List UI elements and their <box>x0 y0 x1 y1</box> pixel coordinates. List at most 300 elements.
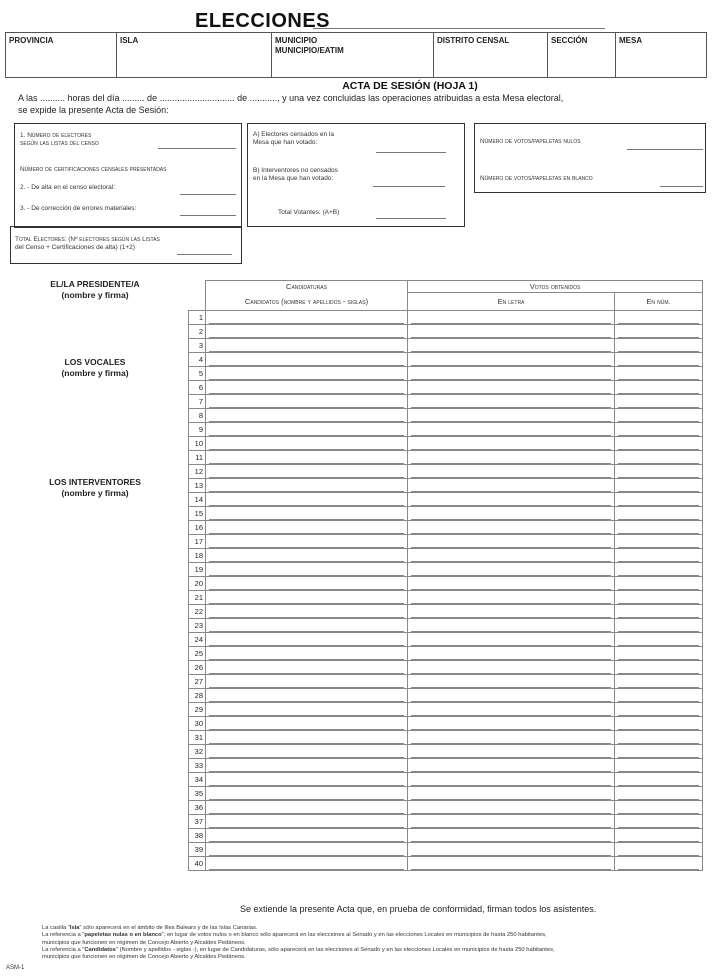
title-blank-line[interactable] <box>313 28 605 29</box>
votes-number-cell[interactable] <box>615 367 703 381</box>
electores-votado-input[interactable] <box>376 152 446 153</box>
votes-number-cell[interactable] <box>615 815 703 829</box>
fill-line <box>618 437 699 450</box>
fill-line <box>411 311 611 324</box>
fill-line <box>209 689 404 702</box>
votes-number-cell[interactable] <box>615 759 703 773</box>
total-electores-box <box>10 226 242 264</box>
candidate-name-cell[interactable] <box>206 731 408 745</box>
nulos-input[interactable] <box>627 149 703 150</box>
fill-line <box>411 661 611 674</box>
votes-number-cell[interactable] <box>615 437 703 451</box>
votes-letter-cell[interactable] <box>408 339 615 353</box>
fill-line <box>411 437 611 450</box>
fill-line <box>209 815 404 828</box>
table-row <box>189 689 703 703</box>
candidate-name-cell[interactable] <box>206 311 408 325</box>
candidate-name-cell[interactable] <box>206 801 408 815</box>
votes-letter-cell[interactable] <box>408 815 615 829</box>
fill-line <box>618 367 699 380</box>
electores-box <box>14 123 242 228</box>
fill-line <box>209 675 404 688</box>
candidate-name-cell[interactable] <box>206 563 408 577</box>
votes-letter-cell[interactable] <box>408 535 615 549</box>
fill-line <box>209 535 404 548</box>
provincia-label: PROVINCIA <box>9 36 54 45</box>
row-number: 22 <box>189 605 206 619</box>
fill-line <box>209 577 404 590</box>
fill-line <box>209 409 404 422</box>
row-number: 5 <box>189 367 206 381</box>
votes-letter-cell[interactable] <box>408 717 615 731</box>
fill-line <box>618 675 699 688</box>
votes-letter-cell[interactable] <box>408 731 615 745</box>
fill-line <box>209 339 404 352</box>
fill-line <box>209 367 404 380</box>
candidate-name-cell[interactable] <box>206 409 408 423</box>
candidate-name-cell[interactable] <box>206 717 408 731</box>
candidate-name-cell[interactable] <box>206 423 408 437</box>
row-number: 29 <box>189 703 206 717</box>
fill-line <box>618 857 699 870</box>
votes-number-cell[interactable] <box>615 675 703 689</box>
table-row <box>189 857 703 871</box>
table-row <box>189 661 703 675</box>
en-num-header: En núm. <box>615 293 703 311</box>
fill-line <box>618 451 699 464</box>
votes-number-cell[interactable] <box>615 577 703 591</box>
fill-line <box>618 549 699 562</box>
fill-line <box>618 493 699 506</box>
candidate-name-cell[interactable] <box>206 773 408 787</box>
candidate-name-cell[interactable] <box>206 857 408 871</box>
votes-number-cell[interactable] <box>615 395 703 409</box>
votes-letter-cell[interactable] <box>408 507 615 521</box>
fill-line <box>209 311 404 324</box>
fill-line <box>209 647 404 660</box>
table-row <box>189 507 703 521</box>
interventores-signature[interactable]: LOS INTERVENTORES (nombre y firma) <box>49 477 141 498</box>
votes-letter-cell[interactable] <box>408 423 615 437</box>
votes-number-cell[interactable] <box>615 549 703 563</box>
votes-letter-cell[interactable] <box>408 311 615 325</box>
fill-line <box>618 409 699 422</box>
votes-letter-cell[interactable] <box>408 563 615 577</box>
votes-letter-cell[interactable] <box>408 759 615 773</box>
fill-line <box>618 521 699 534</box>
votes-number-cell[interactable] <box>615 605 703 619</box>
votes-number-cell[interactable] <box>615 311 703 325</box>
candidate-name-cell[interactable] <box>206 661 408 675</box>
votes-number-cell[interactable] <box>615 535 703 549</box>
candidate-name-cell[interactable] <box>206 493 408 507</box>
fill-line <box>411 829 611 842</box>
fill-line <box>618 535 699 548</box>
candidatos-header: Candidatos (nombre y apellidos - siglas) <box>206 293 408 311</box>
candidate-name-cell[interactable] <box>206 577 408 591</box>
fill-line <box>618 479 699 492</box>
seccion-field[interactable] <box>548 33 616 77</box>
interventores-votado-input[interactable] <box>373 186 445 187</box>
votes-letter-cell[interactable] <box>408 521 615 535</box>
votes-letter-cell[interactable] <box>408 689 615 703</box>
row-number: 4 <box>189 353 206 367</box>
candidate-name-cell[interactable] <box>206 381 408 395</box>
fill-line <box>209 493 404 506</box>
candidate-name-cell[interactable] <box>206 451 408 465</box>
table-row <box>189 843 703 857</box>
fill-line <box>209 633 404 646</box>
table-row <box>189 395 703 409</box>
votes-letter-cell[interactable] <box>408 619 615 633</box>
table-row <box>189 549 703 563</box>
votes-number-cell[interactable] <box>615 423 703 437</box>
votes-number-cell[interactable] <box>615 661 703 675</box>
fill-line <box>209 381 404 394</box>
votes-number-cell[interactable] <box>615 717 703 731</box>
isla-field[interactable] <box>117 33 272 77</box>
votes-number-cell[interactable] <box>615 465 703 479</box>
fill-line <box>618 815 699 828</box>
page-title: ELECCIONES <box>195 10 331 32</box>
total-electores-input[interactable] <box>177 254 232 255</box>
candidaturas-header: Candidaturas <box>206 281 408 293</box>
votes-number-cell[interactable] <box>615 857 703 871</box>
correccion-input[interactable] <box>180 215 236 216</box>
row-number: 16 <box>189 521 206 535</box>
row-number: 35 <box>189 787 206 801</box>
fill-line <box>209 857 404 870</box>
fill-line <box>411 493 611 506</box>
votes-letter-cell[interactable] <box>408 451 615 465</box>
row-number: 19 <box>189 563 206 577</box>
votes-number-cell[interactable] <box>615 843 703 857</box>
votes-letter-cell[interactable] <box>408 605 615 619</box>
votes-letter-cell[interactable] <box>408 479 615 493</box>
alta-censo-label: 2. - De alta en el censo electoral: <box>20 184 116 191</box>
candidaturas-table <box>188 280 703 871</box>
row-number: 8 <box>189 409 206 423</box>
candidate-name-cell[interactable] <box>206 549 408 563</box>
provincia-field[interactable] <box>6 33 117 77</box>
interventores-votado-label: B) Interventores no censados en la Mesa que han votado: <box>253 167 338 182</box>
fill-line <box>209 717 404 730</box>
row-number: 27 <box>189 675 206 689</box>
municipio-eatim-label: MUNICIPIO/EATIM <box>275 46 344 55</box>
row-number: 39 <box>189 843 206 857</box>
votes-letter-cell[interactable] <box>408 773 615 787</box>
votes-letter-cell[interactable] <box>408 661 615 675</box>
table-row <box>189 437 703 451</box>
fill-line <box>411 367 611 380</box>
table-row <box>189 409 703 423</box>
candidate-name-cell[interactable] <box>206 339 408 353</box>
fill-line <box>618 381 699 394</box>
fill-line <box>209 843 404 856</box>
alta-censo-input[interactable] <box>180 194 236 195</box>
fill-line <box>209 605 404 618</box>
correccion-label: 3. - De corrección de errores materiales: <box>20 205 137 212</box>
fill-line <box>411 409 611 422</box>
votes-number-cell[interactable] <box>615 689 703 703</box>
votes-number-cell[interactable] <box>615 731 703 745</box>
mesa-field[interactable] <box>616 33 706 77</box>
blanco-input[interactable] <box>660 186 703 187</box>
votos-obtenidos-header: Votos obtenidos <box>408 281 703 293</box>
fill-line <box>209 591 404 604</box>
fill-line <box>209 521 404 534</box>
row-number: 10 <box>189 437 206 451</box>
fill-line <box>411 451 611 464</box>
fill-line <box>411 507 611 520</box>
row-number: 28 <box>189 689 206 703</box>
votes-number-cell[interactable] <box>615 647 703 661</box>
fill-line <box>618 353 699 366</box>
fill-line <box>618 843 699 856</box>
fill-line <box>411 521 611 534</box>
candidate-name-cell[interactable] <box>206 437 408 451</box>
table-row <box>189 563 703 577</box>
candidate-name-cell[interactable] <box>206 843 408 857</box>
table-row <box>189 479 703 493</box>
table-row <box>189 577 703 591</box>
fill-line <box>209 465 404 478</box>
votes-letter-cell[interactable] <box>408 633 615 647</box>
row-number: 37 <box>189 815 206 829</box>
votes-number-cell[interactable] <box>615 325 703 339</box>
votes-number-cell[interactable] <box>615 633 703 647</box>
note-candidatos: La referencia a "Candidatos" (Nombre y apellidos - siglas -), en lugar de Candidaturas, sólo aparecerá en las elecciones al Senado y en las elecciones Locales en municipios de hasta 250 habitantes, <box>42 946 555 953</box>
candidate-name-cell[interactable] <box>206 787 408 801</box>
fill-line <box>411 479 611 492</box>
table-row <box>189 451 703 465</box>
row-number: 40 <box>189 857 206 871</box>
candidate-name-cell[interactable] <box>206 325 408 339</box>
table-row <box>189 787 703 801</box>
votes-letter-cell[interactable] <box>408 787 615 801</box>
electores-censo-input[interactable] <box>158 148 236 149</box>
fill-line <box>618 577 699 590</box>
fill-line <box>618 829 699 842</box>
fill-line <box>411 577 611 590</box>
electores-censo-label: 1. Número de electores según las listas del censo <box>20 132 99 147</box>
votes-number-cell[interactable] <box>615 787 703 801</box>
candidate-name-cell[interactable] <box>206 367 408 381</box>
votes-number-cell[interactable] <box>615 745 703 759</box>
votes-letter-cell[interactable] <box>408 591 615 605</box>
row-number: 33 <box>189 759 206 773</box>
votantes-box <box>247 123 465 227</box>
distrito-label: DISTRITO CENSAL <box>437 36 510 45</box>
row-number: 1 <box>189 311 206 325</box>
fill-line <box>618 619 699 632</box>
candidate-name-cell[interactable] <box>206 647 408 661</box>
fill-line <box>411 745 611 758</box>
total-votantes-input[interactable] <box>376 218 446 219</box>
table-row <box>189 535 703 549</box>
table-row <box>189 619 703 633</box>
fill-line <box>618 731 699 744</box>
fill-line <box>618 339 699 352</box>
votes-number-cell[interactable] <box>615 507 703 521</box>
votes-letter-cell[interactable] <box>408 465 615 479</box>
row-number: 30 <box>189 717 206 731</box>
candidate-name-cell[interactable] <box>206 479 408 493</box>
fill-line <box>618 633 699 646</box>
row-number: 23 <box>189 619 206 633</box>
fill-line <box>209 703 404 716</box>
fill-line <box>209 759 404 772</box>
votes-number-cell[interactable] <box>615 493 703 507</box>
fill-line <box>411 815 611 828</box>
acta-line-1: A las .......... horas del día ......... de .............................. de ..........., y una vez concluidas las operaciones atribuidas a esta Mesa electoral, <box>18 93 564 103</box>
votes-number-cell[interactable] <box>615 409 703 423</box>
votes-letter-cell[interactable] <box>408 353 615 367</box>
votes-number-cell[interactable] <box>615 451 703 465</box>
votes-letter-cell[interactable] <box>408 801 615 815</box>
votes-letter-cell[interactable] <box>408 829 615 843</box>
votes-letter-cell[interactable] <box>408 703 615 717</box>
fill-line <box>411 857 611 870</box>
fill-line <box>209 437 404 450</box>
votes-letter-cell[interactable] <box>408 675 615 689</box>
fill-line <box>411 423 611 436</box>
fill-line <box>618 563 699 576</box>
row-number: 9 <box>189 423 206 437</box>
municipio-field[interactable] <box>272 33 434 77</box>
table-row <box>189 381 703 395</box>
row-number: 7 <box>189 395 206 409</box>
candidate-name-cell[interactable] <box>206 689 408 703</box>
candidate-name-cell[interactable] <box>206 465 408 479</box>
total-electores-label: Total Electores: (Nº electores según las Listas del Censo + Certificaciones de alta) (1+2) <box>15 236 160 251</box>
fill-line <box>209 353 404 366</box>
fill-line <box>411 675 611 688</box>
table-row <box>189 759 703 773</box>
candidate-name-cell[interactable] <box>206 829 408 843</box>
votes-letter-cell[interactable] <box>408 843 615 857</box>
fill-line <box>618 311 699 324</box>
candidate-name-cell[interactable] <box>206 395 408 409</box>
fill-line <box>411 717 611 730</box>
votes-number-cell[interactable] <box>615 521 703 535</box>
votes-number-cell[interactable] <box>615 773 703 787</box>
candidate-name-cell[interactable] <box>206 521 408 535</box>
votes-number-cell[interactable] <box>615 801 703 815</box>
votes-letter-cell[interactable] <box>408 745 615 759</box>
candidate-name-cell[interactable] <box>206 815 408 829</box>
fill-line <box>618 661 699 674</box>
fill-line <box>209 619 404 632</box>
votes-letter-cell[interactable] <box>408 577 615 591</box>
votes-letter-cell[interactable] <box>408 325 615 339</box>
candidate-name-cell[interactable] <box>206 675 408 689</box>
fill-line <box>618 759 699 772</box>
table-row <box>189 339 703 353</box>
candidate-name-cell[interactable] <box>206 535 408 549</box>
fill-line <box>411 325 611 338</box>
votes-number-cell[interactable] <box>615 339 703 353</box>
row-number: 24 <box>189 633 206 647</box>
votes-number-cell[interactable] <box>615 563 703 577</box>
table-row <box>189 311 703 325</box>
row-number: 31 <box>189 731 206 745</box>
candidate-name-cell[interactable] <box>206 633 408 647</box>
table-row <box>189 353 703 367</box>
row-number: 18 <box>189 549 206 563</box>
fill-line <box>411 395 611 408</box>
votes-letter-cell[interactable] <box>408 395 615 409</box>
fill-line <box>411 689 611 702</box>
votes-letter-cell[interactable] <box>408 437 615 451</box>
vocales-signature[interactable]: LOS VOCALES (nombre y firma) <box>61 357 129 378</box>
candidate-name-cell[interactable] <box>206 703 408 717</box>
fill-line <box>411 619 611 632</box>
votes-letter-cell[interactable] <box>408 549 615 563</box>
presidente-signature[interactable]: EL/LA PRESIDENTE/A (nombre y firma) <box>50 279 140 300</box>
distrito-field[interactable] <box>434 33 548 77</box>
votes-number-cell[interactable] <box>615 381 703 395</box>
table-row <box>189 815 703 829</box>
form-code: ASM-1 <box>6 965 25 971</box>
votes-number-cell[interactable] <box>615 703 703 717</box>
row-number: 3 <box>189 339 206 353</box>
votes-letter-cell[interactable] <box>408 367 615 381</box>
note-isla: La casilla "Isla" sólo aparecerá en el ámbito de Illes Balears y de las Islas Canarias. <box>42 925 258 931</box>
votes-letter-cell[interactable] <box>408 647 615 661</box>
row-number: 25 <box>189 647 206 661</box>
candidate-name-cell[interactable] <box>206 591 408 605</box>
table-row <box>189 465 703 479</box>
candidate-name-cell[interactable] <box>206 507 408 521</box>
fill-line <box>618 703 699 716</box>
row-number: 34 <box>189 773 206 787</box>
row-number: 6 <box>189 381 206 395</box>
note-candidatos-cont: municipios que funcionen en régimen de Concejo Abierto y Alcaldes Pedáneos. <box>42 954 246 961</box>
votes-letter-cell[interactable] <box>408 381 615 395</box>
candidate-name-cell[interactable] <box>206 619 408 633</box>
fill-line <box>411 549 611 562</box>
fill-line <box>618 689 699 702</box>
votes-number-cell[interactable] <box>615 619 703 633</box>
votes-number-cell[interactable] <box>615 479 703 493</box>
fill-line <box>411 787 611 800</box>
fill-line <box>209 745 404 758</box>
fill-line <box>209 563 404 576</box>
table-row <box>189 731 703 745</box>
votes-letter-cell[interactable] <box>408 857 615 871</box>
fill-line <box>411 633 611 646</box>
candidate-name-cell[interactable] <box>206 745 408 759</box>
votes-number-cell[interactable] <box>615 591 703 605</box>
fill-line <box>618 507 699 520</box>
mesa-label: MESA <box>619 36 643 45</box>
candidate-name-cell[interactable] <box>206 605 408 619</box>
candidate-name-cell[interactable] <box>206 353 408 367</box>
fill-line <box>411 731 611 744</box>
nulos-blanco-box <box>474 123 706 193</box>
fill-line <box>411 563 611 576</box>
fill-line <box>618 325 699 338</box>
votes-letter-cell[interactable] <box>408 409 615 423</box>
acta-line-2: se expide la presente Acta de Sesión: <box>18 104 169 115</box>
fill-line <box>411 843 611 856</box>
votes-number-cell[interactable] <box>615 353 703 367</box>
row-number: 13 <box>189 479 206 493</box>
votes-number-cell[interactable] <box>615 829 703 843</box>
candidate-name-cell[interactable] <box>206 759 408 773</box>
votes-letter-cell[interactable] <box>408 493 615 507</box>
